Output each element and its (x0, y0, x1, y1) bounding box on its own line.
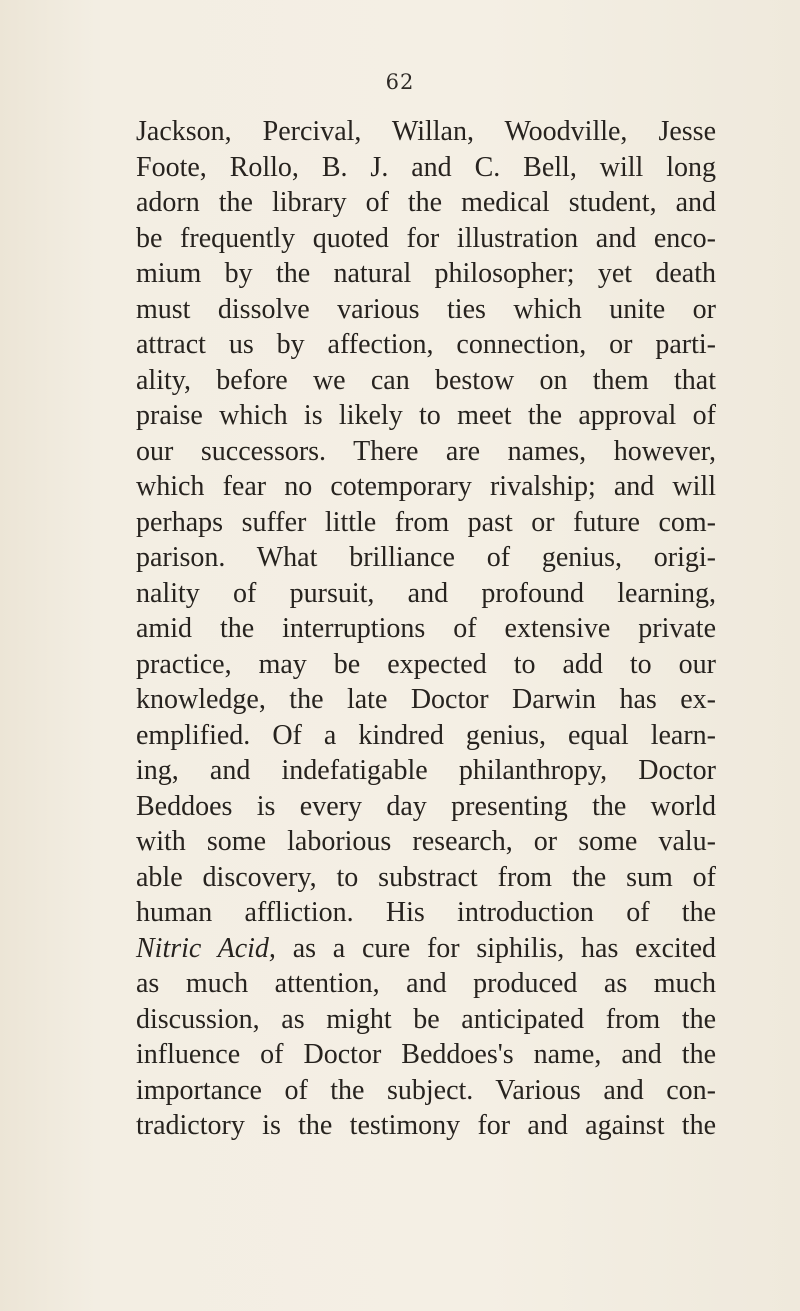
text-line: practice, may be expected to add to our (136, 648, 716, 680)
text-line: with some laborious research, or some valu- (136, 826, 716, 857)
text-line: our successors. There are names, however, (136, 435, 716, 467)
text-line: attract us by affection, connection, or parti- (136, 329, 716, 360)
text-line: influence of Doctor Beddoes's name, and the (136, 1039, 716, 1070)
text-line: ality, before we can bestow on them that (136, 364, 716, 396)
text-line: must dissolve various ties which unite or (136, 293, 716, 325)
text-line: which fear no cotemporary rivalship; and will (136, 471, 716, 502)
text-line: Foote, Rollo, B. J. and C. Bell, will long (136, 151, 716, 183)
text-line: ing, and indefatigable philanthropy, Doctor (136, 755, 716, 786)
text-line: parison. What brilliance of genius, origi- (136, 542, 716, 573)
italic-term: Nitric Acid, (136, 932, 276, 964)
text-line: able discovery, to substract from the sum of (136, 861, 716, 893)
text-line: as much attention, and produced as much (136, 968, 716, 999)
page-number: 62 (385, 70, 415, 94)
text-line-rest: as a cure for siphilis, has excited (275, 932, 716, 964)
text-line: nality of pursuit, and profound learning, (136, 577, 716, 609)
text-line: mium by the natural philosopher; yet death (136, 258, 716, 289)
text-line: amid the interruptions of extensive private (136, 613, 716, 644)
text-line: perhaps suffer little from past or future com- (136, 506, 716, 538)
text-line: tradictory is the testimony for and against the (136, 1110, 716, 1141)
text-line: be frequently quoted for illustration and enco- (136, 222, 716, 254)
text-line (136, 931, 716, 967)
text-line: praise which is likely to meet the approval of (136, 400, 716, 431)
body-text (136, 114, 716, 1144)
text-line: human affliction. His introduction of the (136, 897, 716, 928)
text-line: discussion, as might be anticipated from the (136, 1003, 716, 1035)
text-line: importance of the subject. Various and con- (136, 1074, 716, 1106)
text-line: adorn the library of the medical student, and (136, 187, 716, 218)
text-line: Jackson, Percival, Willan, Woodville, Jesse (136, 116, 716, 147)
text-line: Beddoes is every day presenting the world (136, 790, 716, 822)
text-line: emplified. Of a kindred genius, equal learn- (136, 719, 716, 751)
text-line: knowledge, the late Doctor Darwin has ex- (136, 684, 716, 715)
